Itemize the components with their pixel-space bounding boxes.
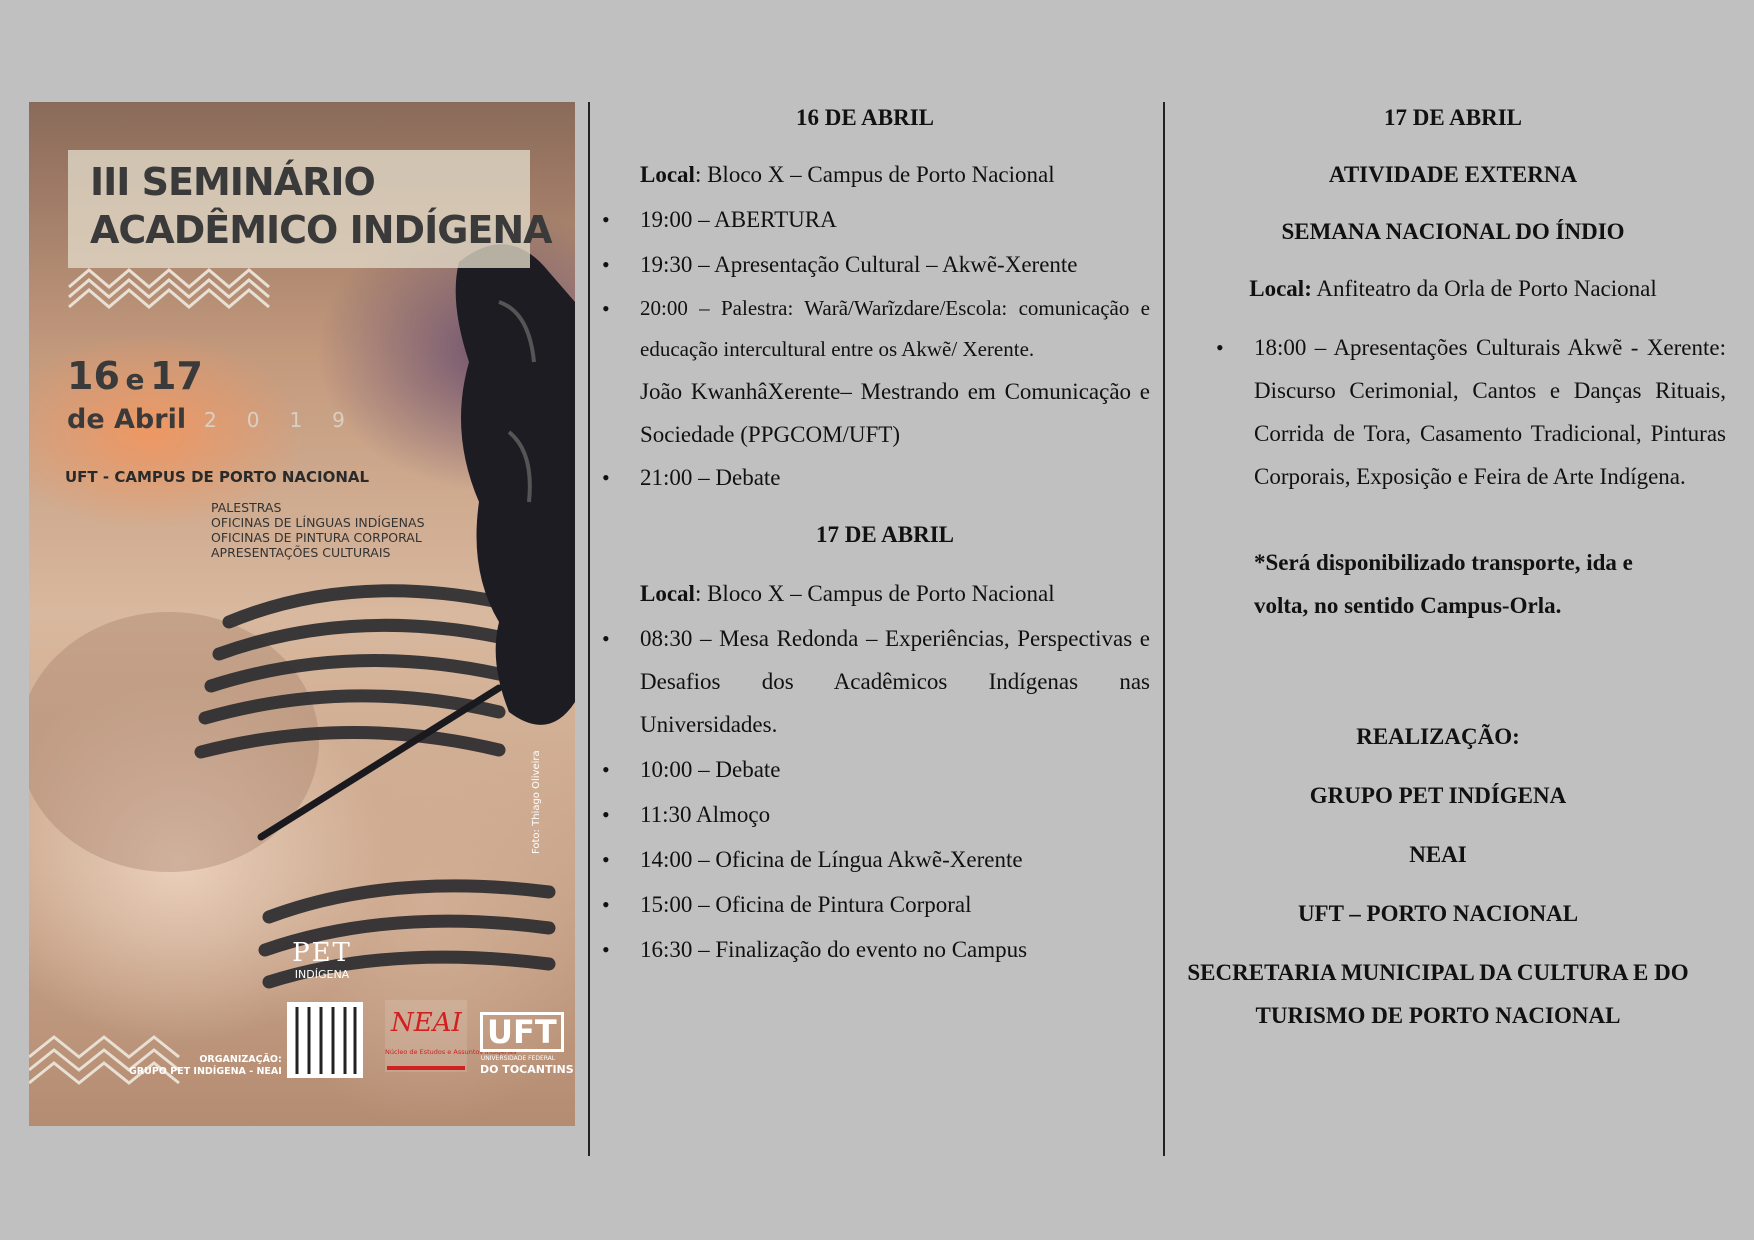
day16-item: • 19:00 – ABERTURA <box>640 198 1150 241</box>
neai-logo-sub: Núcleo de Estudos e Assuntos Indígenas <box>385 1048 517 1056</box>
day17-campus-local <box>640 572 1150 615</box>
day16-local <box>640 153 1150 196</box>
pet-indigena-logo <box>287 938 357 981</box>
day17-external-local-value: Anfiteatro da Orla de Porto Nacional <box>1311 276 1657 301</box>
poster-date-17: 17 <box>150 354 203 398</box>
column-divider-left <box>588 102 590 1156</box>
day17-campus-item: • 11:30 Almoço <box>640 793 1150 836</box>
uft-logo-text: UFT <box>480 1012 564 1052</box>
day17-campus-local-label: Local <box>640 581 695 606</box>
poster-title-line1: III SEMINÁRIO <box>90 160 375 204</box>
uft-logo-to: DO TOCANTINS <box>480 1063 574 1076</box>
poster-activity: OFICINAS DE PINTURA CORPORAL <box>211 530 422 545</box>
day17-campus-item: • 14:00 – Oficina de Língua Akwẽ-Xerente <box>640 838 1150 881</box>
realizacao-org: UFT – PORTO NACIONAL <box>1297 901 1579 926</box>
external-activity-heading: ATIVIDADE EXTERNA <box>1328 162 1578 187</box>
day17-campus-local-value: : Bloco X – Campus de Porto Nacional <box>694 581 1055 606</box>
uft-logo <box>480 1012 574 1076</box>
poster-activity: APRESENTAÇÕES CULTURAIS <box>211 545 391 560</box>
schedule-column-external <box>1187 96 1726 1037</box>
poster-activity: PALESTRAS <box>211 500 282 515</box>
poster-title-line2: ACADÊMICO INDÍGENA <box>90 208 552 252</box>
day16-speaker: João KwanhâXerente– Mestrando em Comunicação e Sociedade (PPGCOM/UFT) <box>640 379 1150 447</box>
uft-logo-sub: UNIVERSIDADE FEDERAL <box>480 1055 556 1062</box>
poster-organization <box>129 1054 282 1078</box>
day17-campus-item: • 15:00 – Oficina de Pintura Corporal <box>640 883 1150 926</box>
day16-item: • 19:30 – Apresentação Cultural – Akwẽ-Xerente <box>640 243 1150 286</box>
day16-item: • 20:00 – Palestra: Warã/Warĩzdare/Escola: comunicação e educação intercultural entre os Akwẽ/ Xerente. <box>640 288 1150 370</box>
poster-campus: UFT - CAMPUS DE PORTO NACIONAL <box>65 468 370 486</box>
day16-heading: 16 DE ABRIL <box>795 105 935 130</box>
day16-item: • 21:00 – Debate <box>640 456 1150 499</box>
poster-date-e: e <box>125 363 145 396</box>
neai-logo-text: NEAI <box>391 1008 462 1038</box>
poster-organization-label: ORGANIZAÇÃO: <box>199 1054 282 1065</box>
realizacao-org: SECRETARIA MUNICIPAL DA CULTURA E DO TURISMO DE PORTO NACIONAL <box>1187 960 1689 1028</box>
poster-month: de Abril <box>67 404 187 435</box>
pet-logo-text: PET <box>292 938 352 968</box>
poster-organization-name: GRUPO PET INDÍGENA - NEAI <box>129 1066 282 1077</box>
transport-note: *Será disponibilizado transporte, ida e volta, no sentido Campus-Orla. <box>1254 550 1633 618</box>
day17-campus-heading: 17 DE ABRIL <box>815 522 955 547</box>
poster-activity: OFICINAS DE LÍNGUAS INDÍGENAS <box>211 515 425 530</box>
poster-title-box <box>68 150 552 268</box>
national-week-heading: SEMANA NACIONAL DO ÍNDIO <box>1281 219 1625 244</box>
day16-local-label: Local <box>640 162 695 187</box>
neai-logo <box>385 1000 517 1072</box>
poster-activities <box>211 500 425 560</box>
schedule-column-campus <box>640 96 1150 973</box>
day16-local-value: : Bloco X – Campus de Porto Nacional <box>694 162 1055 187</box>
poster-dates <box>67 354 203 398</box>
realizacao-org: GRUPO PET INDÍGENA <box>1309 783 1567 808</box>
day17-campus-item: • 08:30 – Mesa Redonda – Experiências, Perspectivas e Desafios dos Acadêmicos Indígenas nas Universidades. <box>640 617 1150 746</box>
day17-campus-item: • 10:00 – Debate <box>640 748 1150 791</box>
event-poster <box>29 102 575 1126</box>
poster-year: 2019 <box>204 408 375 432</box>
realizacao-heading: REALIZAÇÃO: <box>1356 724 1520 749</box>
realizacao-org: NEAI <box>1409 842 1467 867</box>
day17-external-local-label: Local: <box>1249 276 1312 301</box>
poster-photo-credit: Foto: Thiago Oliveira <box>531 750 542 854</box>
pet-logo-sub: INDÍGENA <box>294 968 350 981</box>
day17-external-local <box>1180 267 1726 310</box>
day17-external-item: • 18:00 – Apresentações Culturais Akwẽ - Xerente: Discurso Cerimonial, Cantos e Danças Rituais, Corrida de Tora, Casamento Tradicional, Pinturas Corporais, Exposição e Feira de Arte Indígena. <box>1254 326 1726 498</box>
day17-external-heading: 17 DE ABRIL <box>1383 105 1523 130</box>
day17-campus-item: • 16:30 – Finalização do evento no Campus <box>640 928 1150 971</box>
poster-date-16: 16 <box>67 354 120 398</box>
